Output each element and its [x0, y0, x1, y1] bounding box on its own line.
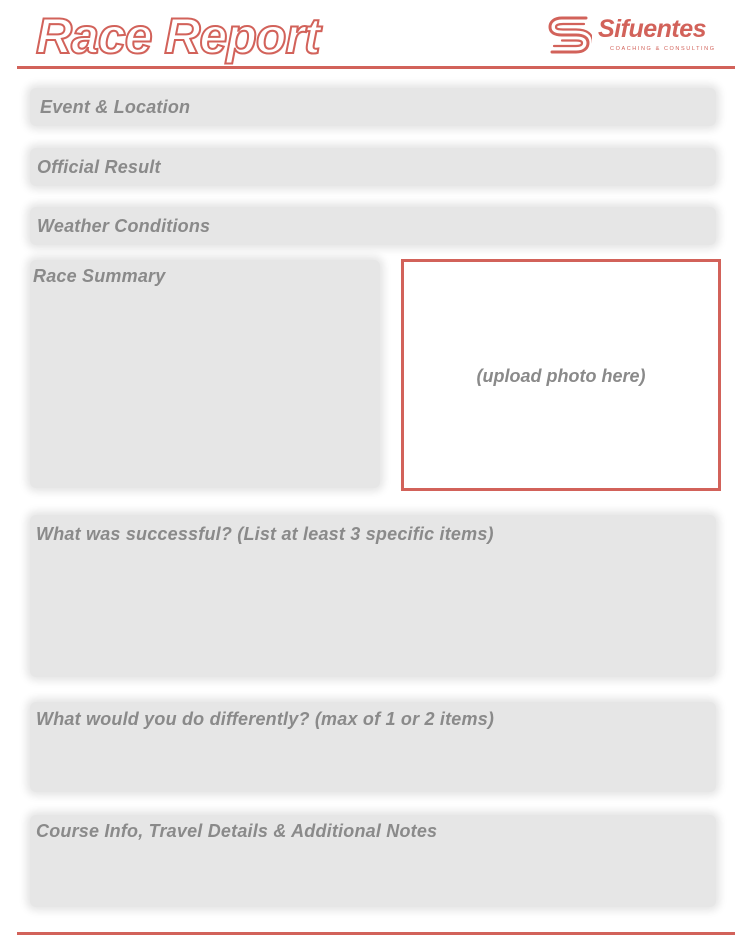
- event-location-label: Event & Location: [40, 97, 191, 117]
- successful-label: What was successful? (List at least 3 specific items): [36, 524, 494, 544]
- weather-conditions-field[interactable]: [30, 207, 716, 245]
- differently-label: What would you do differently? (max of 1 or 2 items): [36, 709, 495, 729]
- event-location-field[interactable]: [30, 88, 716, 126]
- course-info-field[interactable]: [30, 815, 716, 907]
- brand-tagline: COACHING & CONSULTING: [610, 46, 716, 52]
- brand-name: Sifuentes: [598, 15, 707, 43]
- photo-upload-box[interactable]: [401, 259, 721, 491]
- footer-divider: [17, 932, 735, 935]
- official-result-field[interactable]: [30, 148, 716, 186]
- race-summary-field[interactable]: [30, 260, 380, 488]
- weather-conditions-label: Weather Conditions: [37, 216, 211, 236]
- brand-logo: [546, 12, 718, 56]
- differently-field[interactable]: [30, 702, 716, 792]
- successful-field[interactable]: [30, 515, 716, 677]
- official-result-label: Official Result: [37, 157, 161, 177]
- race-summary-label: Race Summary: [33, 266, 166, 286]
- course-info-label: Course Info, Travel Details & Additional Notes: [36, 821, 438, 841]
- sifuentes-logo-icon: [546, 12, 592, 54]
- photo-upload-label: (upload photo here): [476, 366, 646, 386]
- page-title: Race Report: [36, 8, 320, 64]
- header-divider: [17, 66, 735, 69]
